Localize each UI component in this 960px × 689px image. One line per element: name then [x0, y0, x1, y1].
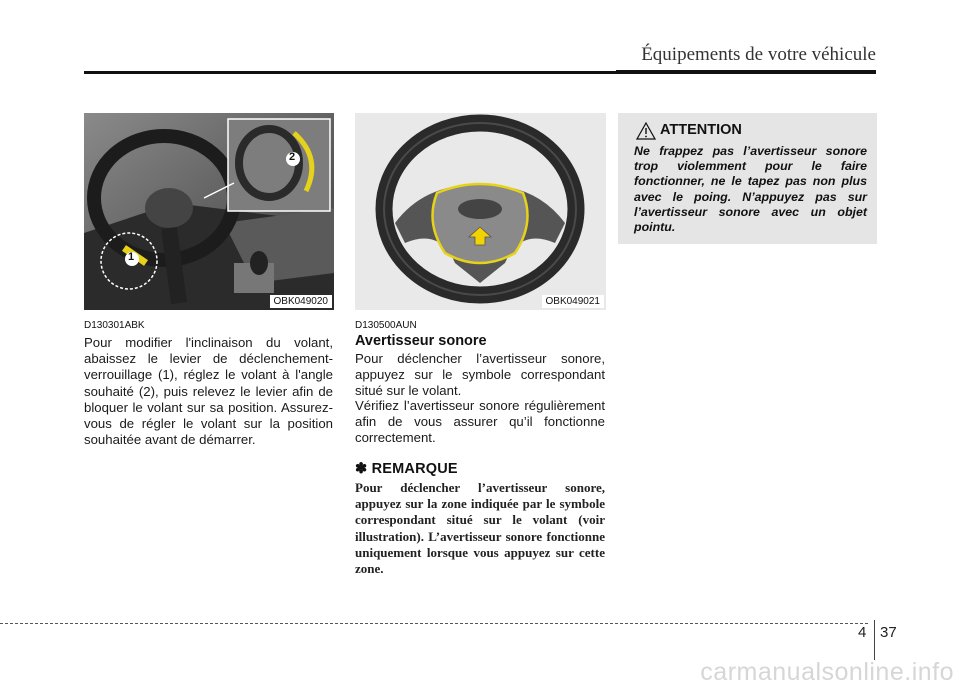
callout-2-number: 2	[289, 151, 296, 163]
page-number: 37	[880, 624, 897, 641]
remark-text: Pour déclencher l’avertisseur sonore, appuyez sur la zone indiquée par le symbole correspondant situé sur le volant (voir illustration). L’avertisseur sonore fonctionne uniquement lorsque vous appuyez sur cette zone.	[355, 480, 605, 577]
watermark: carmanualsonline.info	[700, 658, 954, 686]
section-code-left: D130301ABK	[84, 320, 145, 331]
section-code-middle: D130500AUN	[355, 320, 417, 331]
attention-box	[618, 113, 877, 244]
figure-label-middle: OBK049021	[542, 295, 605, 308]
footer-rule	[0, 623, 868, 624]
horn-paragraph-1: Pour déclencher l’avertisseur sonore, appuyez sur le symbole correspondant situé sur le volant.	[355, 351, 605, 399]
steering-tilt-figure	[84, 113, 334, 310]
steering-wheel-illustration	[355, 113, 606, 310]
footer-separator	[874, 620, 875, 660]
remark-title: ✽ REMARQUE	[355, 461, 458, 477]
horn-figure	[355, 113, 606, 310]
attention-title: ATTENTION	[660, 122, 742, 138]
horn-paragraph-2: Vérifiez l’avertisseur sonore régulièrement afin de vous assurer qu’il fonctionne correctement.	[355, 398, 605, 446]
figure-label-left: OBK049020	[270, 295, 333, 308]
callout-1-number: 1	[128, 251, 135, 263]
warning-triangle-icon	[636, 122, 656, 140]
page-header-title: Équipements de votre véhicule	[641, 44, 876, 65]
header-rule	[84, 71, 876, 74]
attention-text: Ne frappez pas l’avertisseur sonore trop violemment pour le faire fonctionner, ne le tapez pas non plus avec le poing. N’appuyez pas sur l’avertisseur sonore avec un objet pointu.	[634, 144, 867, 235]
steering-tilt-illustration	[84, 113, 334, 310]
horn-section-title: Avertisseur sonore	[355, 333, 487, 349]
chapter-number: 4	[858, 624, 867, 641]
tilt-instructions: Pour modifier l'inclinaison du volant, abaissez le levier de déclenchement-verrouillage (1), réglez le volant à l'angle souhaité (2), puis relevez le levier afin de bloquer le volant sur sa position. Assurez-vous de régler le volant sur la position souhaitée avant de démarrer.	[84, 335, 333, 448]
